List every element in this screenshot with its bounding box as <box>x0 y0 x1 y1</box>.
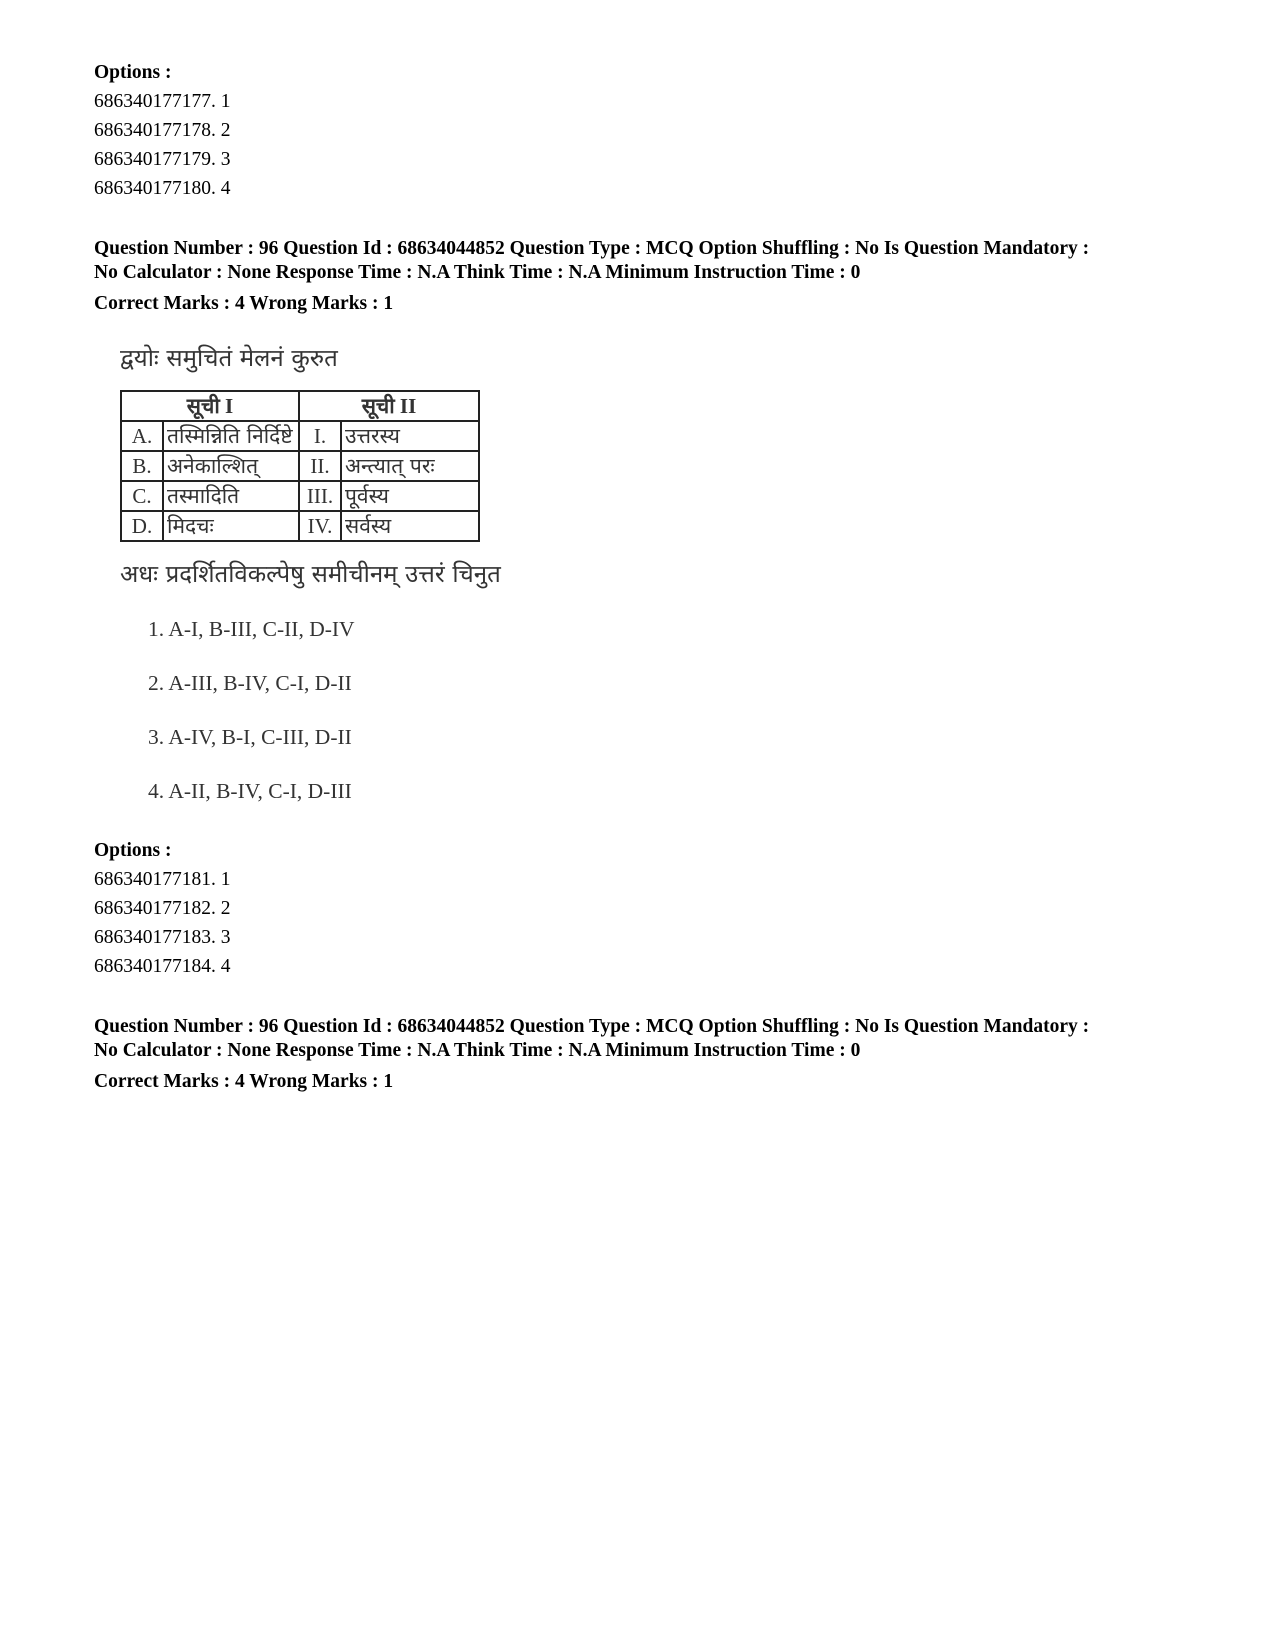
table-row <box>121 421 479 451</box>
row-value: तस्मिन्निति निर्दिष्टे <box>163 421 299 451</box>
option-item: 686340177182. 2 <box>94 898 231 919</box>
row-key: III. <box>299 481 341 511</box>
list2-header: सूची II <box>299 391 479 421</box>
list1-header: सूची I <box>121 391 299 421</box>
question-meta-line2: No Calculator : None Response Time : N.A Think Time : N.A Minimum Instruction Time : 0 <box>94 1040 861 1061</box>
row-value: पूर्वस्य <box>341 481 479 511</box>
row-key: IV. <box>299 511 341 541</box>
table-row <box>121 511 479 541</box>
options-block <box>94 836 1204 981</box>
option-item: 686340177178. 2 <box>94 120 231 141</box>
options-heading: Options : <box>94 840 172 861</box>
choice-item: 4. A-II, B-IV, C-I, D-III <box>148 779 352 803</box>
options-heading: Options : <box>94 62 172 83</box>
choice-item: 3. A-IV, B-I, C-III, D-II <box>148 725 352 749</box>
question-image <box>120 340 1204 830</box>
row-value: सर्वस्य <box>341 511 479 541</box>
row-key: B. <box>121 451 163 481</box>
row-value: तस्मादिति <box>163 481 299 511</box>
question-header <box>94 237 1204 318</box>
top-options-block <box>94 58 1204 203</box>
match-table <box>120 390 480 542</box>
question-meta-line2: No Calculator : None Response Time : N.A Think Time : N.A Minimum Instruction Time : 0 <box>94 262 861 283</box>
question-marks: Correct Marks : 4 Wrong Marks : 1 <box>94 1071 394 1092</box>
option-item: 686340177177. 1 <box>94 91 231 112</box>
option-item: 686340177179. 3 <box>94 149 231 170</box>
row-value: अन्त्यात् परः <box>341 451 479 481</box>
choice-item: 2. A-III, B-IV, C-I, D-II <box>148 671 352 695</box>
question-sub-instruction: अधः प्रदर्शितविकल्पेषु समीचीनम् उत्तरं चिनुत <box>120 560 501 588</box>
question-marks: Correct Marks : 4 Wrong Marks : 1 <box>94 293 394 314</box>
next-question-header <box>94 1015 1204 1096</box>
table-row <box>121 481 479 511</box>
question-meta-line1: Question Number : 96 Question Id : 68634044852 Question Type : MCQ Option Shuffling : No Is Question Mandatory : <box>94 238 1090 259</box>
row-key: D. <box>121 511 163 541</box>
option-item: 686340177181. 1 <box>94 869 231 890</box>
row-key: I. <box>299 421 341 451</box>
choice-list <box>148 614 1204 830</box>
row-key: C. <box>121 481 163 511</box>
option-item: 686340177184. 4 <box>94 956 231 977</box>
table-row <box>121 451 479 481</box>
row-value: उत्तरस्य <box>341 421 479 451</box>
row-value: मिदचः <box>163 511 299 541</box>
row-key: II. <box>299 451 341 481</box>
document-page <box>94 58 1204 1096</box>
row-value: अनेकाल्शित् <box>163 451 299 481</box>
option-item: 686340177183. 3 <box>94 927 231 948</box>
question-meta-line1: Question Number : 96 Question Id : 68634044852 Question Type : MCQ Option Shuffling : No Is Question Mandatory : <box>94 1016 1090 1037</box>
row-key: A. <box>121 421 163 451</box>
question-instruction: द्वयोः समुचितं मेलनं कुरुत <box>120 344 338 372</box>
choice-item: 1. A-I, B-III, C-II, D-IV <box>148 617 355 641</box>
option-item: 686340177180. 4 <box>94 178 231 199</box>
